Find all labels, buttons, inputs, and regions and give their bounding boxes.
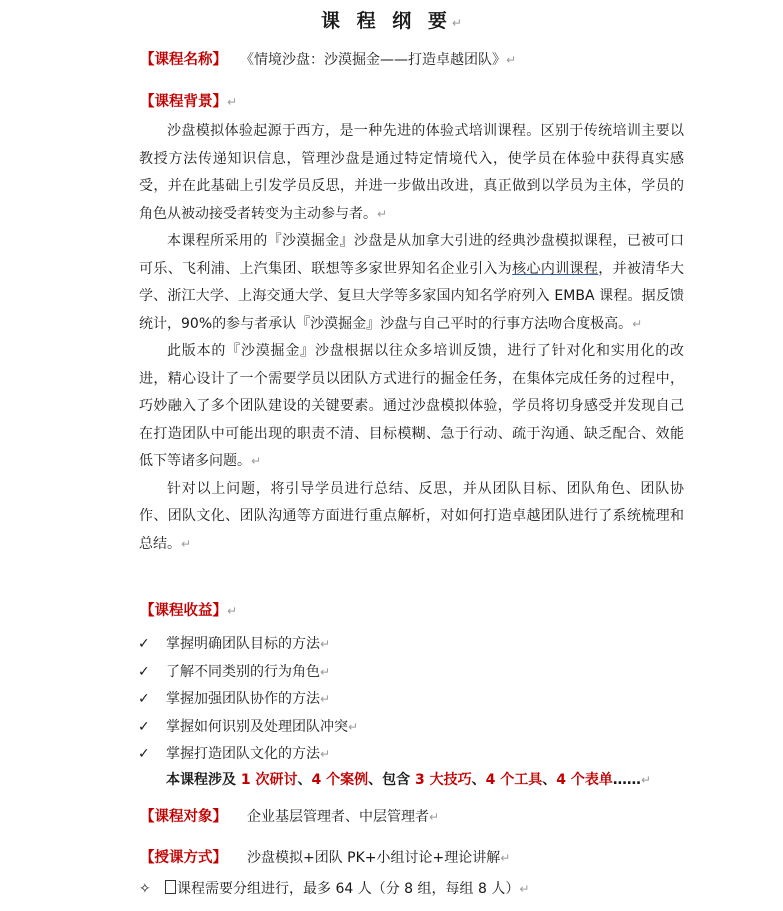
list-item-text: 掌握加强团队协作的方法 — [166, 691, 320, 707]
method-value: 沙盘模拟+团队 PK+小组讨论+理论讲解 — [247, 850, 501, 866]
paragraph-mark-icon: ↵ — [429, 810, 440, 824]
benefits-label: 【课程收益】 — [140, 603, 227, 619]
paragraph-mark-icon: ↵ — [519, 882, 530, 896]
paragraph-mark-icon: ↵ — [640, 773, 651, 787]
background-paragraph-1-text: 沙盘模拟体验起源于西方，是一种先进的体验式培训课程。区别于传统培训主要以教授方法传递知识信息，管理沙盘是通过特定情境代入，使学员在体验中获得真实感受，并在此基础上引发学员反思，并进一步做出改进，真正做到以学员为主体，学员的角色从被动接受者转变为主动参与者。 — [139, 123, 684, 222]
grouping-note-text: 课程需要分组进行，最多 64 人（分 8 组，每组 8 人） — [177, 881, 520, 897]
course-name-row — [140, 48, 516, 69]
paragraph-mark-icon: ↵ — [500, 851, 511, 865]
list-item — [138, 714, 358, 742]
paragraph-mark-icon: ↵ — [251, 454, 262, 468]
course-name-value: 《情境沙盘：沙漠掘金——打造卓越团队》 — [247, 52, 506, 68]
summary-text: 、 — [297, 772, 312, 788]
background-paragraph-4-text: 针对以上问题，将引导学员进行总结、反思，并从团队目标、团队角色、团队协作、团队文化、团队沟通等方面进行重点解析，对如何打造卓越团队进行了系统梳理和总结。 — [139, 480, 684, 552]
paragraph-mark-icon: ↵ — [377, 206, 388, 221]
paragraph-mark-icon: ↵ — [227, 604, 238, 618]
placeholder-box-icon — [165, 880, 176, 894]
check-icon: ✓ — [138, 663, 150, 680]
method-row — [140, 846, 510, 867]
paragraph-mark-icon: ↵ — [320, 747, 331, 761]
background-paragraph-3-text: 此版本的『沙漠掘金』沙盘根据以往众多培训反馈，进行了针对化和实用化的改进，精心设计了一个需要学员以团队方式进行的掘金任务，在集体完成任务的过程中，巧妙融入了多个团队建设的关键要素。通过沙盘模拟体验，学员将切身感受并发现自己在打造团队中可能出现的职责不清、目标模糊、急于行动、疏于沟通、缺乏配合、效能低下等诸多问题。 — [139, 343, 684, 469]
summary-highlight: 4 个表单 — [556, 772, 613, 788]
paragraph-mark-icon: ↵ — [451, 16, 462, 30]
grouping-note — [139, 878, 529, 898]
background-paragraph-3 — [139, 338, 684, 476]
paragraph-mark-icon: ↵ — [227, 95, 238, 109]
summary-highlight: 4 个案例 — [311, 772, 369, 788]
background-paragraph-1 — [139, 118, 684, 228]
background-paragraph-2-text-a: 本课程所采用的『沙漠掘金』沙盘是从加拿大引进的经典沙盘模拟课程，已被可口可乐、飞利浦、上汽集团、联想等多家世界知名企业引入为 — [139, 233, 684, 277]
paragraph-mark-icon: ↵ — [632, 316, 643, 331]
diamond-bullet-icon: ✧ — [139, 881, 151, 897]
summary-text: 、包含 — [368, 772, 415, 788]
list-item — [138, 631, 358, 659]
background-paragraph-4 — [139, 476, 684, 559]
audience-value: 企业基层管理者、中层管理者 — [247, 809, 429, 825]
benefits-list — [138, 631, 358, 769]
paragraph-mark-icon: ↵ — [320, 692, 331, 706]
background-body — [139, 118, 684, 558]
summary-highlight: 4 个工具 — [485, 772, 543, 788]
background-label: 【课程背景】 — [140, 94, 227, 110]
summary-text: 、 — [471, 772, 486, 788]
list-item — [138, 741, 358, 769]
benefits-summary — [166, 767, 651, 794]
course-name-label: 【课程名称】 — [140, 52, 227, 68]
audience-row — [140, 805, 439, 826]
title-text: 课 程 纲 要 — [321, 10, 452, 32]
list-item — [138, 659, 358, 687]
summary-text: 本课程涉及 — [166, 772, 241, 788]
check-icon: ✓ — [138, 636, 150, 652]
list-item-text: 掌握打造团队文化的方法 — [166, 746, 320, 762]
method-label: 【授课方式】 — [140, 850, 227, 866]
list-item-text: 掌握如何识别及处理团队冲突 — [166, 718, 348, 735]
summary-text: 、 — [542, 772, 557, 788]
background-paragraph-2-text-b: ，并被清华大学、浙江大学、上海交通大学、复旦大学等多家国内知名学府列入 EMBA 课程。据反馈统计，90%的参与者承认『沙漠掘金』沙盘与自己平时的行事方法吻合度极高。 — [139, 260, 685, 332]
benefits-heading — [140, 599, 237, 620]
audience-label: 【课程对象】 — [140, 809, 227, 825]
paragraph-mark-icon: ↵ — [181, 536, 192, 551]
summary-highlight: 3 大技巧 — [415, 772, 472, 788]
background-heading — [140, 90, 237, 111]
check-icon: ✓ — [138, 718, 150, 735]
check-icon: ✓ — [138, 691, 150, 707]
summary-highlight: 1 次研讨 — [240, 772, 298, 788]
paragraph-mark-icon: ↵ — [320, 664, 331, 679]
page-title — [0, 6, 783, 33]
summary-text: …… — [612, 772, 641, 788]
paragraph-mark-icon: ↵ — [320, 637, 331, 651]
list-item — [138, 686, 358, 714]
list-item-text: 掌握明确团队目标的方法 — [166, 636, 320, 652]
list-item-text: 了解不同类别的行为角色 — [166, 663, 320, 680]
core-training-link: 核心内训课程 — [512, 260, 599, 277]
paragraph-mark-icon: ↵ — [348, 719, 359, 734]
paragraph-mark-icon: ↵ — [506, 53, 517, 67]
check-icon: ✓ — [138, 746, 150, 762]
background-paragraph-2 — [139, 228, 684, 338]
